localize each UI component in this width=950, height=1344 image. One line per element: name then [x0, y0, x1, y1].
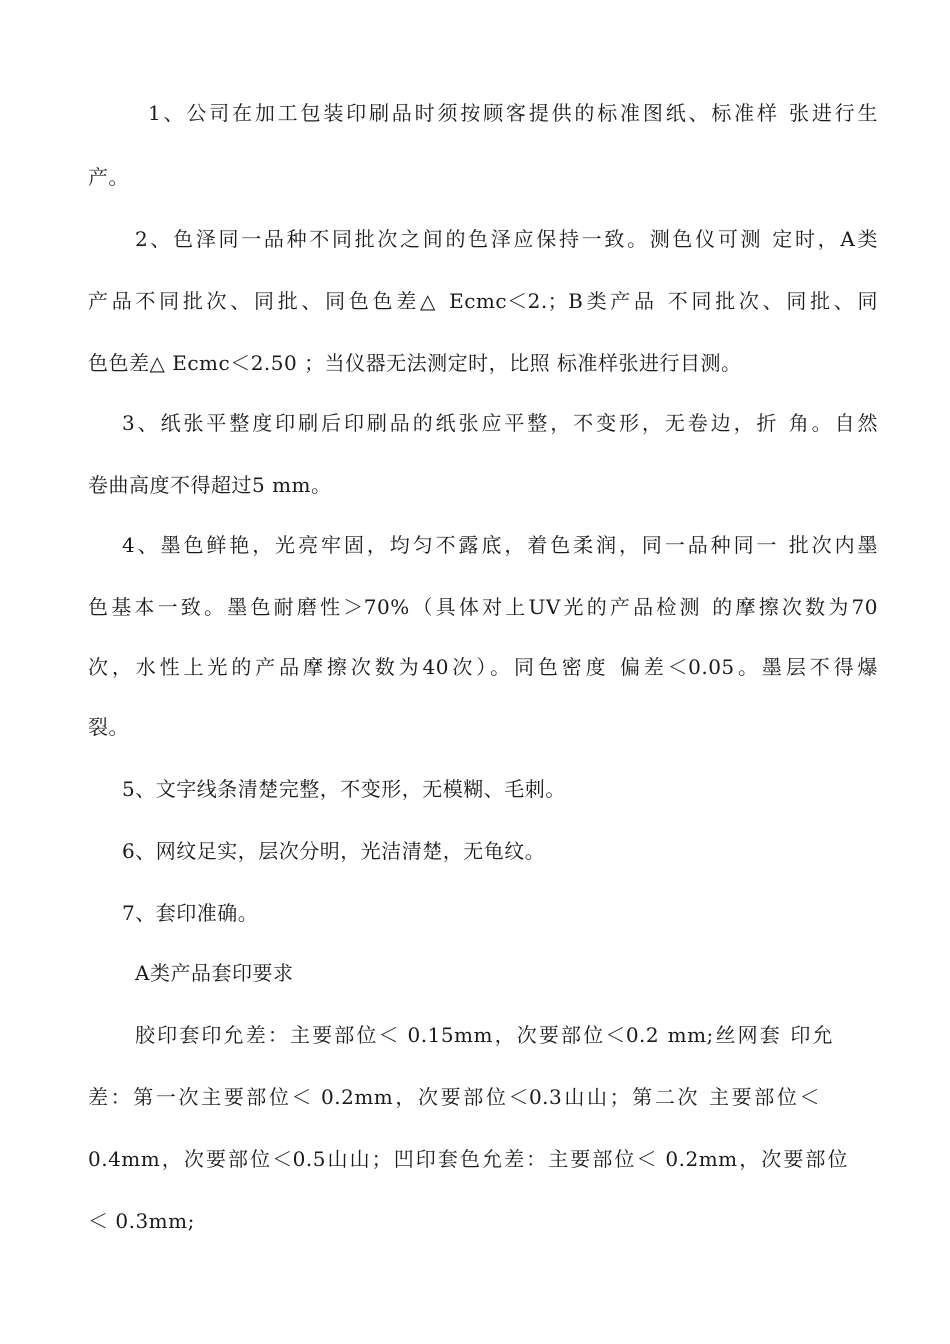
paragraph-1-line-1: 1、公司在加工包装印刷品时须按顾客提供的标准图纸、标准样 张进行生	[148, 101, 878, 125]
paragraph-4-line-2: 色基本一致。墨色耐磨性＞70%（具体对上UV光的产品检测 的摩擦次数为70	[88, 595, 878, 619]
paragraph-2-line-3: 色色差△ Ecmc＜2.50 ；当仪器无法测定时，比照 标准样张进行目测。	[88, 351, 742, 375]
paragraph-2-line-1: 2、色泽同一品种不同批次之间的色泽应保持一致。测色仪可测 定时，A类	[135, 227, 878, 251]
paragraph-8-line-4: ＜ 0.3mm;	[88, 1209, 195, 1233]
paragraph-8-line-1: 胶印套印允差：主要部位＜ 0.15mm，次要部位＜0.2 mm;丝网套 印允	[135, 1023, 833, 1047]
paragraph-4-line-1: 4、墨色鲜艳，光亮牢固，均匀不露底，着色柔润，同一品种同一 批次内墨	[122, 533, 878, 557]
paragraph-2-line-2: 产品不同批次、同批、同色色差△ Ecmc＜2.；B类产品 不同批次、同批、同	[88, 289, 878, 313]
section-heading-a-class: A类产品套印要求	[135, 961, 294, 985]
paragraph-3-line-2: 卷曲高度不得超过5 mm。	[88, 473, 332, 497]
paragraph-7: 7、套印准确。	[122, 901, 259, 925]
paragraph-5: 5、文字线条清楚完整，不变形，无模糊、毛刺。	[122, 777, 566, 801]
paragraph-8-line-2: 差：第一次主要部位＜ 0.2mm，次要部位＜0.3山山；第二次 主要部位＜	[88, 1085, 820, 1109]
paragraph-4-line-4: 裂。	[88, 715, 129, 739]
paragraph-1-line-2: 产。	[88, 165, 129, 189]
paragraph-8-line-3: 0.4mm，次要部位＜0.5山山；凹印套色允差：主要部位＜ 0.2mm，次要部位	[88, 1147, 848, 1171]
paragraph-6: 6、网纹足实，层次分明，光洁清楚，无龟纹。	[122, 839, 546, 863]
paragraph-4-line-3: 次，水性上光的产品摩擦次数为40次）。同色密度 偏差＜0.05。墨层不得爆	[88, 655, 878, 679]
paragraph-3-line-1: 3、纸张平整度印刷后印刷品的纸张应平整，不变形，无卷边，折 角。自然	[122, 411, 878, 435]
